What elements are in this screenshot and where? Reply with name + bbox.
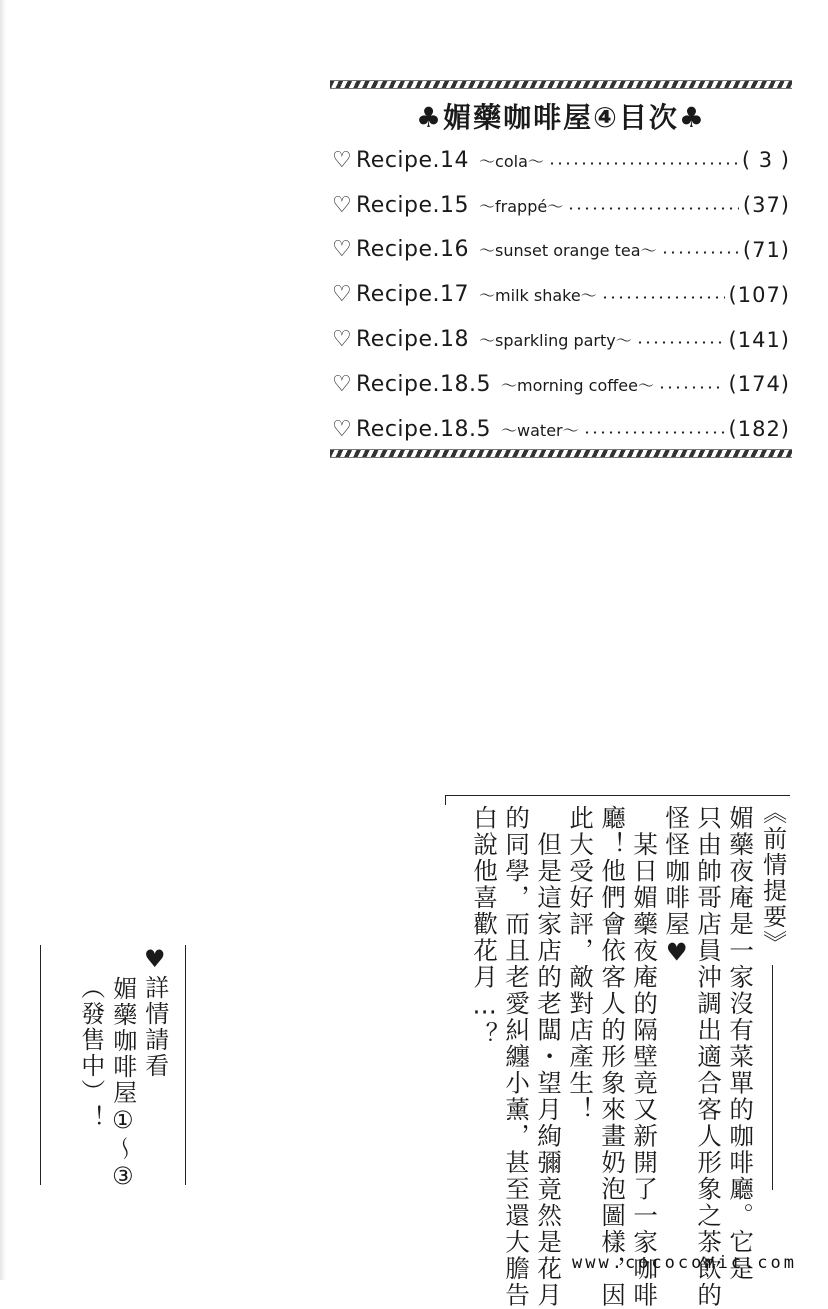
recipe-label: Recipe.14 [356,147,470,173]
toc-entry [332,138,790,183]
toc-title: ♣媚藥咖啡屋④目次♣ [416,101,706,134]
dot-leader [567,207,739,210]
dot-leader [636,341,725,344]
toc-entry [332,228,790,273]
page-number: ( 3 ) [741,148,790,173]
recipe-label: Recipe.18 [356,327,470,353]
synopsis-line: 白說他喜歡花月…？ [470,805,500,1048]
toc-top-border [330,80,792,89]
synopsis-heading: 《前情提要》 [758,800,787,956]
synopsis-corner-rule [445,795,446,805]
toc-list [332,138,790,452]
page-number: (141) [728,327,790,352]
toc-entry [332,183,790,228]
dot-leader [548,162,738,165]
recipe-subtitle: ～frappé～ [479,196,564,216]
page-edge [0,0,6,1280]
info-line: （發售中）！ [76,975,105,1131]
info-line: 媚藥咖啡屋①～③ [108,950,137,1192]
toc-entry [332,272,790,317]
synopsis-line: 只由帥哥店員沖調出適合客人形象之茶飲的 [694,805,724,1309]
info-right-rule [185,945,186,1185]
recipe-label: Recipe.16 [356,237,470,263]
heart-icon: ♡ [332,416,352,442]
toc-entry [332,317,790,362]
synopsis-heading-rule [772,965,773,1190]
recipe-subtitle: ～sunset orange tea～ [479,241,657,261]
synopsis-line: 某日媚藥夜庵的隔壁竟又新開了一家咖啡 [630,805,660,1309]
synopsis-top-rule [445,795,790,796]
dot-leader [583,431,725,434]
recipe-subtitle: ～cola～ [479,151,544,171]
info-left-rule [40,945,41,1185]
heart-icon: ♡ [332,327,352,353]
dot-leader [601,296,725,299]
synopsis-line: 此大受好評，敵對店產生！ [566,805,596,1123]
recipe-subtitle: ～sparkling party～ [479,331,632,351]
toc-entry [332,362,790,407]
heart-icon: ♡ [332,282,352,308]
info-line: ♥詳情請看 [140,945,169,1079]
recipe-label: Recipe.17 [356,282,470,308]
recipe-label: Recipe.15 [356,192,470,218]
page-number: (174) [728,372,790,397]
recipe-subtitle: ～milk shake～ [479,286,597,306]
synopsis-line: 廳！他們會依客人的形象來畫奶泡圖樣，因 [598,805,628,1309]
heart-icon: ♡ [332,237,352,263]
synopsis-line: 怪怪咖啡屋♥ [662,805,692,969]
toc-bottom-border [330,449,792,458]
dot-leader [658,386,725,389]
synopsis-line: 媚藥夜庵是一家沒有菜單的咖啡廳。它是 [726,805,756,1282]
recipe-label: Recipe.18.5 [356,416,492,442]
page-number: (71) [742,237,790,262]
watermark: www.cococomic.com [572,1253,797,1273]
dot-leader [661,251,739,254]
page-number: (37) [742,193,790,218]
heart-icon: ♡ [332,147,352,173]
synopsis-line: 的同學，而且老愛糾纏小薰，甚至還大膽告 [502,805,532,1309]
recipe-label: Recipe.18.5 [356,371,492,397]
synopsis-line: 但是這家店的老闆・望月絢彌竟然是花月 [534,805,564,1309]
recipe-subtitle: ～water～ [501,420,579,440]
page-number: (182) [728,417,790,442]
toc-entry [332,407,790,452]
recipe-subtitle: ～morning coffee～ [501,375,654,395]
page-number: (107) [728,282,790,307]
heart-icon: ♡ [332,192,352,218]
heart-icon: ♡ [332,371,352,397]
